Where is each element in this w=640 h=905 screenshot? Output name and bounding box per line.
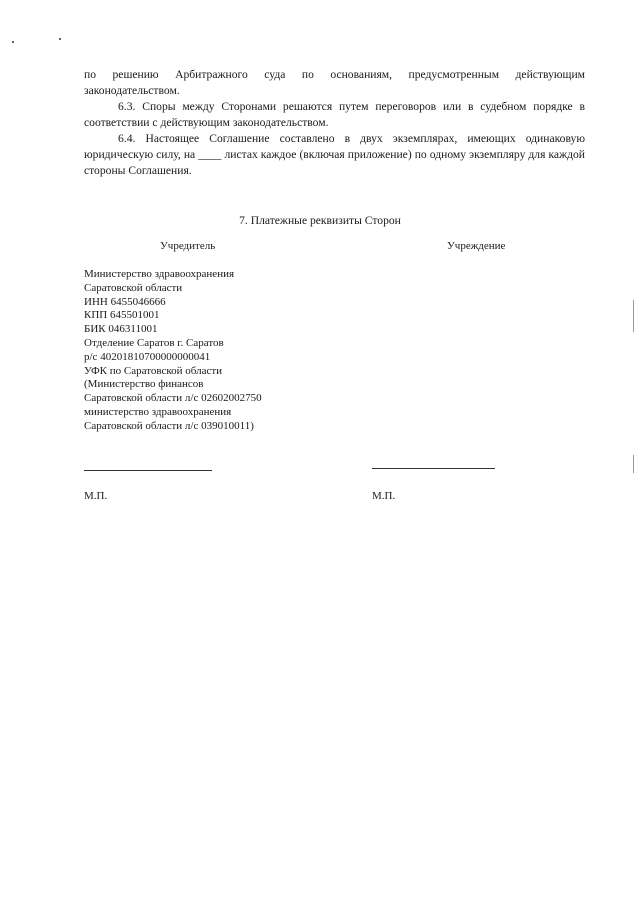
details-line: Саратовской области [84, 281, 183, 294]
scan-edge-mark [633, 455, 634, 473]
details-line: УФК по Саратовской области [84, 364, 223, 377]
institution-stamp-mark: М.П. [372, 490, 396, 502]
scan-edge-mark [633, 300, 634, 332]
details-line: Саратовской области л/с 02602002750 [84, 392, 262, 405]
scan-speck [59, 38, 61, 40]
founder-signature-line [84, 470, 212, 471]
party-institution-label: Учреждение [447, 240, 506, 252]
details-line: министерство здравоохранения [84, 405, 232, 418]
founder-payment-details [84, 268, 262, 434]
details-line: КПП 645501001 [84, 309, 160, 322]
details-line: р/с 40201810700000000041 [84, 350, 211, 363]
party-founder-label: Учредитель [160, 240, 216, 252]
details-line: ИНН 6455046666 [84, 295, 166, 308]
details-line: (Министерство финансов [84, 378, 204, 391]
scan-speck [12, 41, 14, 43]
details-line: Отделение Саратов г. Саратов [84, 336, 224, 349]
details-line: Министерство здравоохранения [84, 268, 235, 280]
founder-stamp-mark: М.П. [84, 490, 108, 502]
paragraph-6-4: 6.4. Настоящее Соглашение составлено в двух экземплярах, имеющих одинаковую юридическую силу, на ____ листах каждое (включая приложение) по одному экземпляру для каждой стороны Соглашения. [84, 132, 585, 177]
paragraph-6-2-continuation: по решению Арбитражного суда по основаниям, предусмотренным действующим законодательством. [84, 68, 585, 97]
details-line: Саратовской области л/с 039010011) [84, 419, 254, 432]
institution-signature-line [372, 468, 495, 469]
details-line: БИК 046311001 [84, 323, 158, 336]
paragraph-6-3: 6.3. Споры между Сторонами решаются путем переговоров или в судебном порядке в соответствии с действующим законодательством. [84, 100, 585, 129]
section-title: 7. Платежные реквизиты Сторон [239, 214, 401, 227]
